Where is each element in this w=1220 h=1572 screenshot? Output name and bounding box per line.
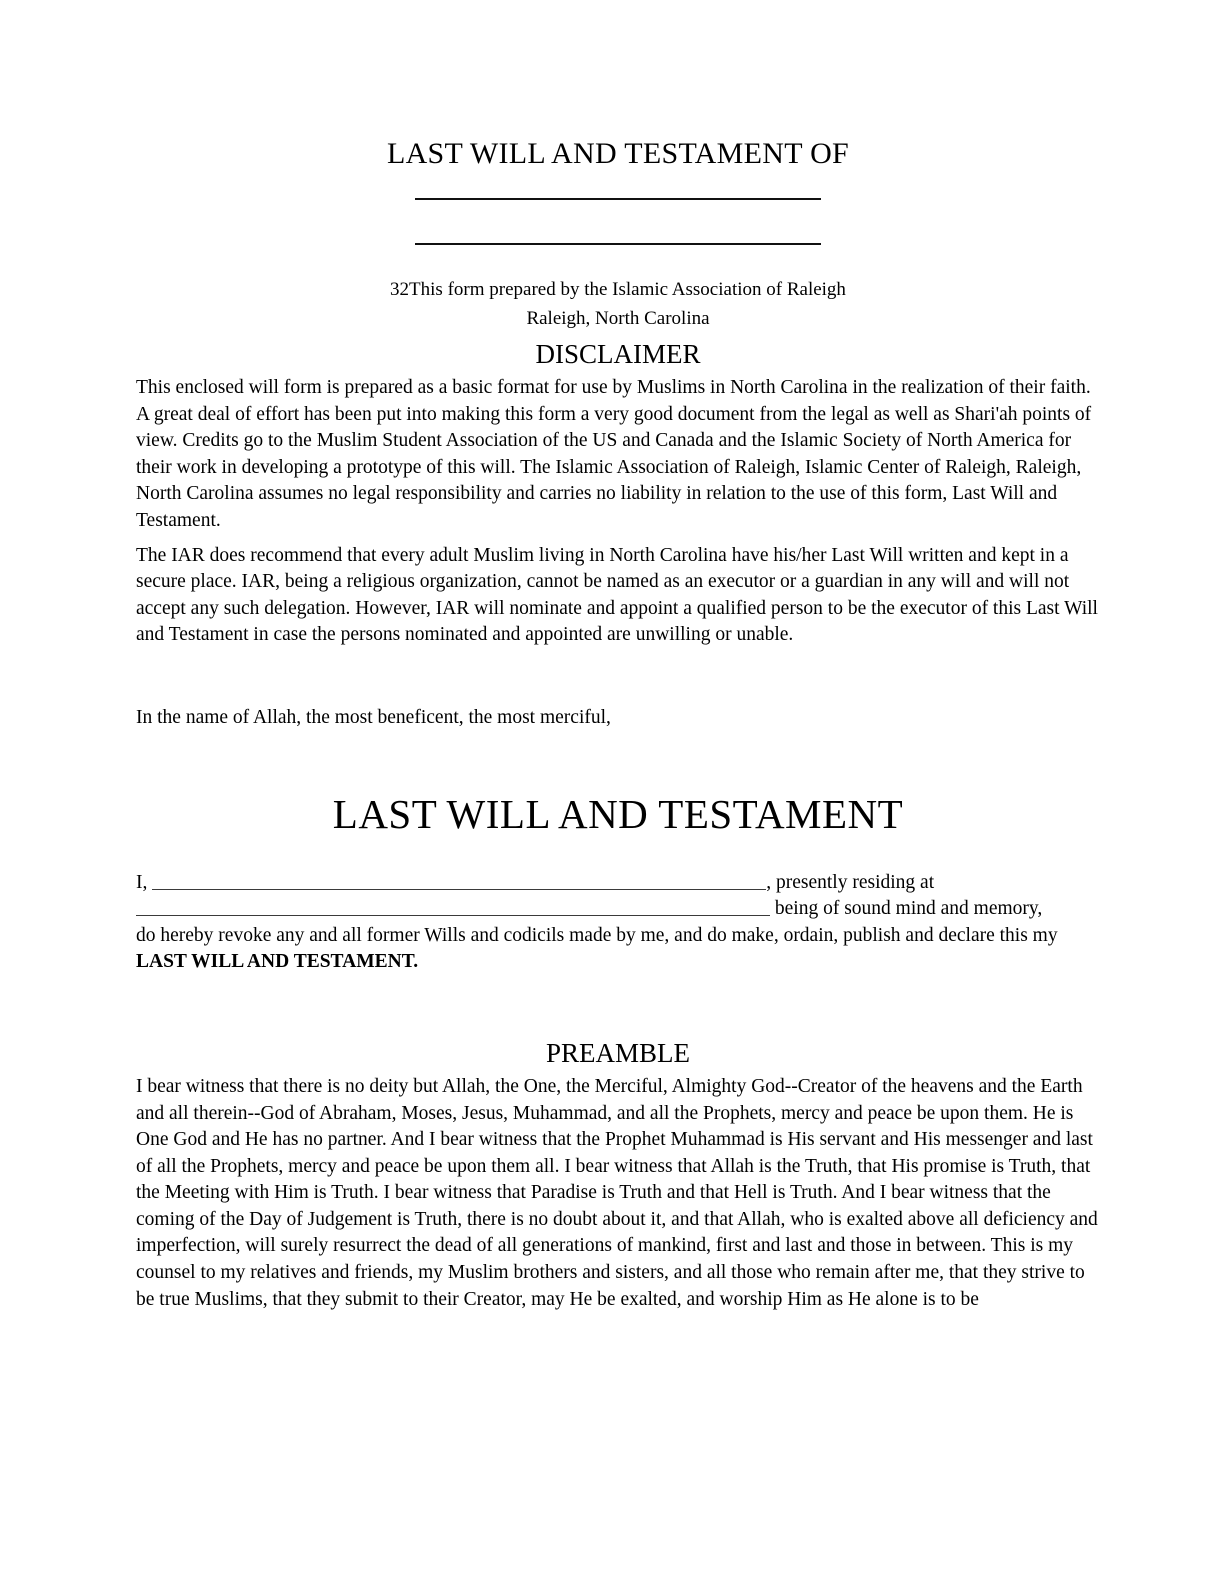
- declaration-after-address: being of sound mind and memory,: [770, 898, 1043, 920]
- declaration-lead-in: I,: [136, 871, 148, 893]
- declaration-line-2: [136, 896, 1100, 923]
- testator-address-blank[interactable]: [136, 897, 770, 916]
- invocation-line: In the name of Allah, the most beneficent, the most merciful,: [136, 706, 611, 728]
- location-line: Raleigh, North Carolina: [526, 308, 710, 329]
- testator-name-blank[interactable]: [152, 871, 766, 890]
- declaration-line-1: [136, 870, 1100, 897]
- declaration-after-name: , presently residing at: [766, 871, 935, 893]
- name-blank-line-1[interactable]: [415, 198, 821, 200]
- declaration-continuation: do hereby revoke any and all former Wills and codicils made by me, and do make, ordain, publish and declare this my: [136, 924, 1058, 946]
- document-content: [136, 0, 1100, 1321]
- disclaimer-paragraph-1: This enclosed will form is prepared as a basic format for use by Muslims in North Carolina in the realization of their faith. A great deal of effort has been put into making this form a very good document from the legal as well as Shari'ah points of view. Credits go to the Muslim Student Association of the US and Canada and the Islamic Society of North America for their work in developing a prototype of this will. The Islamic Association of Raleigh, Islamic Center of Raleigh, Raleigh, North Carolina assumes no legal responsibility and carries no liability in relation to the use of this form, Last Will and Testament.: [136, 377, 1092, 531]
- declaration-line-3: [136, 923, 1100, 976]
- prepared-by-line: 32This form prepared by the Islamic Association of Raleigh: [390, 279, 846, 300]
- name-blank-lines: [136, 198, 1100, 245]
- declaration-emphasis: LAST WILL AND TESTAMENT.: [136, 951, 419, 973]
- main-title: LAST WILL AND TESTAMENT: [332, 790, 904, 837]
- disclaimer-heading: DISCLAIMER: [535, 339, 701, 369]
- page-title: LAST WILL AND TESTAMENT OF: [386, 137, 850, 170]
- preamble-paragraph: I bear witness that there is no deity but Allah, the One, the Merciful, Almighty God--Creator of the heavens and the Earth and all therein--God of Abraham, Moses, Jesus, Muhammad, and all the Prophets, mercy and peace be upon them. He is One God and He has no partner. And I bear witness that the Prophet Muhammad is His servant and His messenger and last of all the Prophets, mercy and peace be upon them all. I bear witness that Allah is the Truth, that His promise is Truth, that the Meeting with Him is Truth. I bear witness that Paradise is Truth and that Hell is Truth. And I bear witness that the coming of the Day of Judgement is Truth, there is no doubt about it, and that Allah, who is exalted above all deficiency and imperfection, will surely resurrect the dead of all generations of mankind, first and last and those in between. This is my counsel to my relatives and friends, my Muslim brothers and sisters, and all those who remain after me, that they strive to be true Muslims, that they submit to their Creator, may He be exalted, and worship Him as He alone is to be: [136, 1075, 1098, 1310]
- preamble-heading: PREAMBLE: [545, 1037, 691, 1068]
- disclaimer-paragraph-2: The IAR does recommend that every adult Muslim living in North Carolina have his/her Last Will written and kept in a secure place. IAR, being a religious organization, cannot be named as an executor or a guardian in any will and will not accept any such delegation. However, IAR will nominate and appoint a qualified person to be the executor of this Last Will and Testament in case the persons nominated and appointed are unwilling or unable.: [136, 544, 1098, 646]
